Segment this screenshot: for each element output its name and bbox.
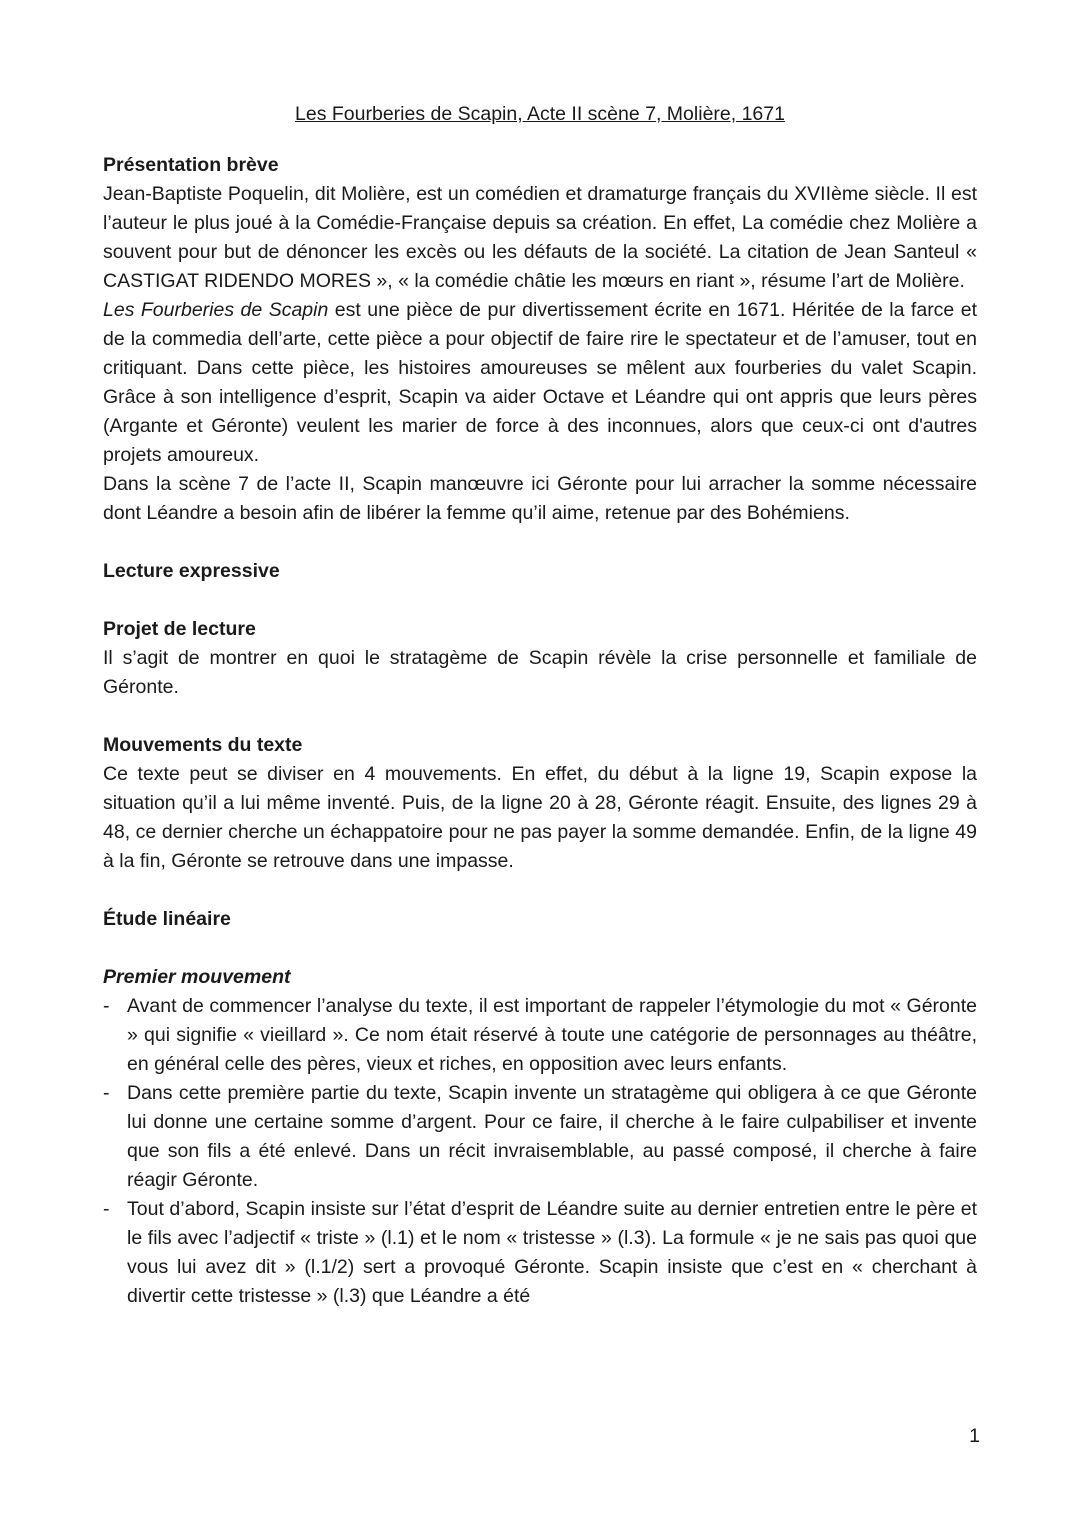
list-item-text: Avant de commencer l’analyse du texte, il est important de rappeler l’étymologie du mot « Géronte » qui signifie « vieillard ». Ce nom était réservé à toute une catégorie de personnages au théâtre, en général celle des pères, vieux et riches, en opposition avec leurs enfants. bbox=[127, 995, 977, 1075]
mouvements-paragraph: Ce texte peut se diviser en 4 mouvements. En effet, du début à la ligne 19, Scapin expose la situation qu’il a lui même inventé. Puis, de la ligne 20 à 28, Géronte réagit. Ensuite, des lignes 29 à 48, ce dernier cherche un échappatoire pour ne pas payer la somme demandée. Enfin, de la ligne 49 à la fin, Géronte se retrouve dans une impasse. bbox=[103, 763, 977, 872]
subheading-premier-mouvement: Premier mouvement bbox=[103, 966, 291, 988]
spacer bbox=[103, 528, 977, 557]
heading-presentation: Présentation brève bbox=[103, 154, 279, 176]
list-item-text: Dans cette première partie du texte, Scapin invente un stratagème qui obligera à ce que Géronte lui donne une certaine somme d’argent. Pour ce faire, il cherche à le faire culpabiliser et invente que son fils a été enlevé. Dans un récit invraisemblable, au passé composé, il cherche à faire réagir Géronte. bbox=[127, 1082, 977, 1191]
spacer bbox=[103, 876, 977, 905]
heading-etude-lineaire: Étude linéaire bbox=[103, 908, 231, 930]
list-item bbox=[103, 1195, 977, 1311]
dash-bullet: - bbox=[103, 995, 110, 1017]
document-title: Les Fourberies de Scapin, Acte II scène 7, Molière, 1671 bbox=[295, 103, 785, 125]
presentation-paragraph-2-text: est une pièce de pur divertissement écrite en 1671. Héritée de la farce et de la commedia dell’arte, cette pièce a pour objectif de faire rire le spectateur et de l’amuser, tout en critiquant. Dans cette pièce, les histoires amoureuses se mêlent aux fourberies du valet Scapin. Grâce à son intelligence d’esprit, Scapin va aider Octave et Léandre qui ont appris que leurs pères (Argante et Géronte) veulent les marier de force à des inconnues, alors que ceux-ci ont d'autres projets amoureux. bbox=[103, 299, 977, 466]
dash-bullet: - bbox=[103, 1082, 110, 1104]
heading-projet-de-lecture: Projet de lecture bbox=[103, 618, 256, 640]
list-item bbox=[103, 992, 977, 1079]
document-page bbox=[103, 100, 977, 1311]
list-item-text: Tout d’abord, Scapin insiste sur l’état d’esprit de Léandre suite au dernier entretien entre le père et le fils avec l’adjectif « triste » (l.1) et le nom « tristesse » (l.3). La formule « je ne sais pas quoi que vous lui avez dit » (l.1/2) sert a provoqué Géronte. Scapin insiste que c’est en « cherchant à divertir cette tristesse » (l.3) que Léandre a été bbox=[127, 1198, 977, 1307]
spacer bbox=[103, 934, 977, 963]
play-title-italic: Les Fourberies de Scapin bbox=[103, 299, 329, 321]
presentation-paragraph-1: Jean-Baptiste Poquelin, dit Molière, est un comédien et dramaturge français du XVIIème siècle. Il est l’auteur le plus joué à la Comédie-Française depuis sa création. En effet, La comédie chez Molière a souvent pour but de dénoncer les excès ou les défauts de la société. La citation de Jean Santeul « CASTIGAT RIDENDO MORES », « la comédie châtie les mœurs en riant », résume l’art de Molière. bbox=[103, 183, 977, 292]
presentation-paragraph-2 bbox=[103, 296, 977, 470]
presentation-paragraph-3: Dans la scène 7 de l’acte II, Scapin manœuvre ici Géronte pour lui arracher la somme nécessaire dont Léandre a besoin afin de libérer la femme qu’il aime, retenue par des Bohémiens. bbox=[103, 473, 977, 524]
heading-mouvements: Mouvements du texte bbox=[103, 734, 303, 756]
spacer bbox=[103, 702, 977, 731]
page-number: 1 bbox=[969, 1425, 980, 1447]
spacer bbox=[103, 586, 977, 615]
analysis-list bbox=[103, 992, 977, 1311]
heading-lecture-expressive: Lecture expressive bbox=[103, 560, 280, 582]
list-item bbox=[103, 1079, 977, 1195]
projet-paragraph: Il s’agit de montrer en quoi le stratagème de Scapin révèle la crise personnelle et familiale de Géronte. bbox=[103, 647, 977, 698]
dash-bullet: - bbox=[103, 1198, 110, 1220]
